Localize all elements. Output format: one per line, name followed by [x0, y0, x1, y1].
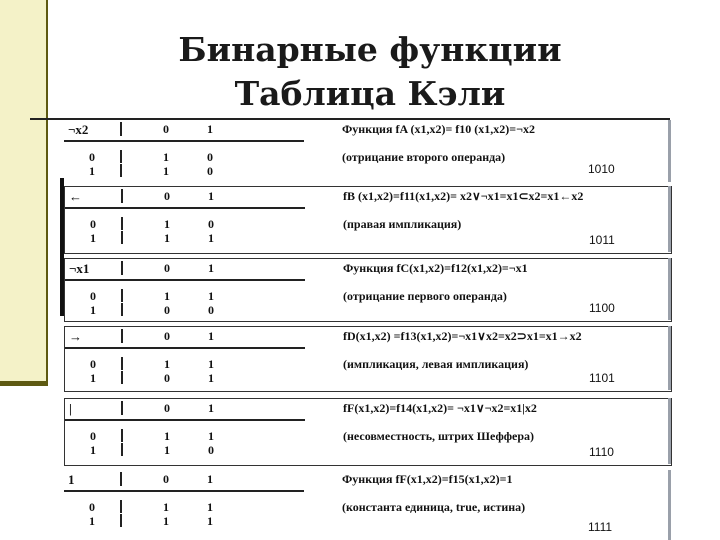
- header-col-1: 1: [208, 261, 214, 275]
- panel-edge: [668, 258, 671, 320]
- column-separator: [121, 189, 123, 203]
- row-operand: 0: [90, 289, 96, 303]
- function-formula: fB (x1,x2)=f11(x1,x2)= x2∨¬x1=x1⊂x2=x1←x2: [343, 189, 584, 203]
- cell-value: 1: [208, 289, 214, 303]
- header-col-0: 0: [164, 329, 170, 343]
- slide-title: [120, 28, 620, 116]
- cell-value: 1: [163, 150, 169, 164]
- column-separator: [121, 303, 123, 316]
- row-operand: 1: [90, 303, 96, 317]
- table-header-operation: ←: [69, 189, 82, 204]
- cell-value: 0: [207, 164, 213, 178]
- column-separator: [121, 289, 123, 302]
- function-formula: Функция fA (x1,x2)= f10 (x1,x2)=¬x2: [342, 122, 535, 136]
- table-header-operation: 1: [68, 472, 75, 487]
- row-operand: 0: [90, 357, 96, 371]
- column-separator: [121, 443, 123, 456]
- cell-value: 0: [208, 443, 214, 457]
- header-col-0: 0: [163, 472, 169, 486]
- function-name: (правая импликация): [343, 217, 462, 231]
- column-separator: [121, 357, 123, 370]
- title-line-1: Бинарные функции: [178, 30, 562, 69]
- truth-code: 1101: [589, 371, 615, 385]
- cell-value: 1: [208, 231, 214, 245]
- row-operand: 0: [89, 500, 95, 514]
- sidebar-border: [46, 0, 48, 386]
- function-formula: Функция fF(x1,x2)=f15(x1,x2)=1: [342, 472, 513, 486]
- truth-code: 1011: [589, 233, 615, 247]
- function-formula: Функция fC(x1,x2)=f12(x1,x2)=¬x1: [343, 261, 528, 275]
- column-separator: [121, 371, 123, 384]
- table-block: [64, 470, 670, 540]
- header-rule: [65, 347, 305, 349]
- row-operand: 0: [90, 217, 96, 231]
- column-separator: [121, 261, 123, 275]
- column-separator: [121, 217, 123, 230]
- row-operand: 0: [90, 429, 96, 443]
- row-operand: 0: [89, 150, 95, 164]
- column-separator: [120, 122, 122, 136]
- header-col-0: 0: [164, 189, 170, 203]
- table-header-operation: ¬x1: [69, 261, 90, 276]
- table-block: [64, 326, 672, 392]
- header-rule: [64, 140, 304, 142]
- table-header-operation: ¬x2: [68, 122, 89, 137]
- cell-value: 1: [208, 371, 214, 385]
- header-rule: [65, 207, 305, 209]
- panel-edge: [668, 398, 671, 464]
- cell-value: 1: [163, 164, 169, 178]
- header-col-1: 1: [207, 472, 213, 486]
- cell-value: 0: [164, 371, 170, 385]
- header-col-1: 1: [208, 329, 214, 343]
- truth-code: 1010: [588, 162, 615, 176]
- row-operand: 1: [90, 371, 96, 385]
- column-separator: [120, 514, 122, 527]
- cell-value: 1: [207, 514, 213, 528]
- panel-edge: [668, 326, 671, 390]
- function-name: (отрицание второго операнда): [342, 150, 506, 164]
- cell-value: 0: [208, 217, 214, 231]
- function-formula: fF(x1,x2)=f14(x1,x2)= ¬x1∨¬x2=x1|x2: [343, 401, 537, 415]
- header-col-1: 1: [208, 189, 214, 203]
- truth-code: 1100: [589, 301, 615, 315]
- sidebar-bottom-rule: [0, 381, 48, 386]
- column-separator: [121, 401, 123, 415]
- column-separator: [120, 472, 122, 486]
- header-rule: [64, 490, 304, 492]
- cell-value: 1: [164, 357, 170, 371]
- cell-value: 1: [163, 514, 169, 528]
- header-col-0: 0: [164, 401, 170, 415]
- row-operand: 1: [90, 231, 96, 245]
- table-header-operation: →: [69, 329, 82, 344]
- column-separator: [121, 429, 123, 442]
- function-name: (отрицание первого операнда): [343, 289, 507, 303]
- function-name: (константа единица, true, истина): [342, 500, 526, 514]
- header-rule: [65, 279, 305, 281]
- function-name: (импликация, левая импликация): [343, 357, 529, 371]
- column-separator: [120, 164, 122, 177]
- column-separator: [120, 500, 122, 513]
- column-separator: [121, 329, 123, 343]
- panel-edge: [668, 470, 671, 540]
- table-header-operation: |: [69, 401, 72, 416]
- truth-code: 1111: [588, 520, 613, 534]
- cell-value: 1: [208, 429, 214, 443]
- row-operand: 1: [89, 164, 95, 178]
- panel-edge: [668, 120, 671, 182]
- title-line-2: Таблица Кэли: [234, 74, 506, 113]
- cell-value: 1: [164, 289, 170, 303]
- header-col-0: 0: [163, 122, 169, 136]
- cell-value: 0: [164, 303, 170, 317]
- slide-sidebar-decoration: [0, 0, 46, 386]
- table-block: [64, 186, 672, 254]
- cell-value: 1: [164, 429, 170, 443]
- row-operand: 1: [89, 514, 95, 528]
- table-block: [64, 258, 672, 322]
- function-name: (несовместность, штрих Шеффера): [343, 429, 535, 443]
- cell-value: 1: [163, 500, 169, 514]
- column-separator: [120, 150, 122, 163]
- cell-value: 1: [164, 217, 170, 231]
- cell-value: 1: [164, 231, 170, 245]
- truth-code: 1110: [589, 445, 614, 459]
- cell-value: 1: [208, 357, 214, 371]
- table-block: [64, 398, 672, 466]
- column-separator: [121, 231, 123, 244]
- header-col-0: 0: [164, 261, 170, 275]
- cell-value: 1: [207, 500, 213, 514]
- header-col-1: 1: [207, 122, 213, 136]
- cell-value: 1: [164, 443, 170, 457]
- cell-value: 0: [208, 303, 214, 317]
- row-operand: 1: [90, 443, 96, 457]
- cell-value: 0: [207, 150, 213, 164]
- panel-edge: [668, 186, 671, 252]
- header-col-1: 1: [208, 401, 214, 415]
- function-formula: fD(x1,x2) =f13(x1,x2)=¬x1∨x2=x2⊃x1=x1→x2: [343, 329, 582, 343]
- header-rule: [65, 419, 305, 421]
- table-block: [64, 120, 670, 182]
